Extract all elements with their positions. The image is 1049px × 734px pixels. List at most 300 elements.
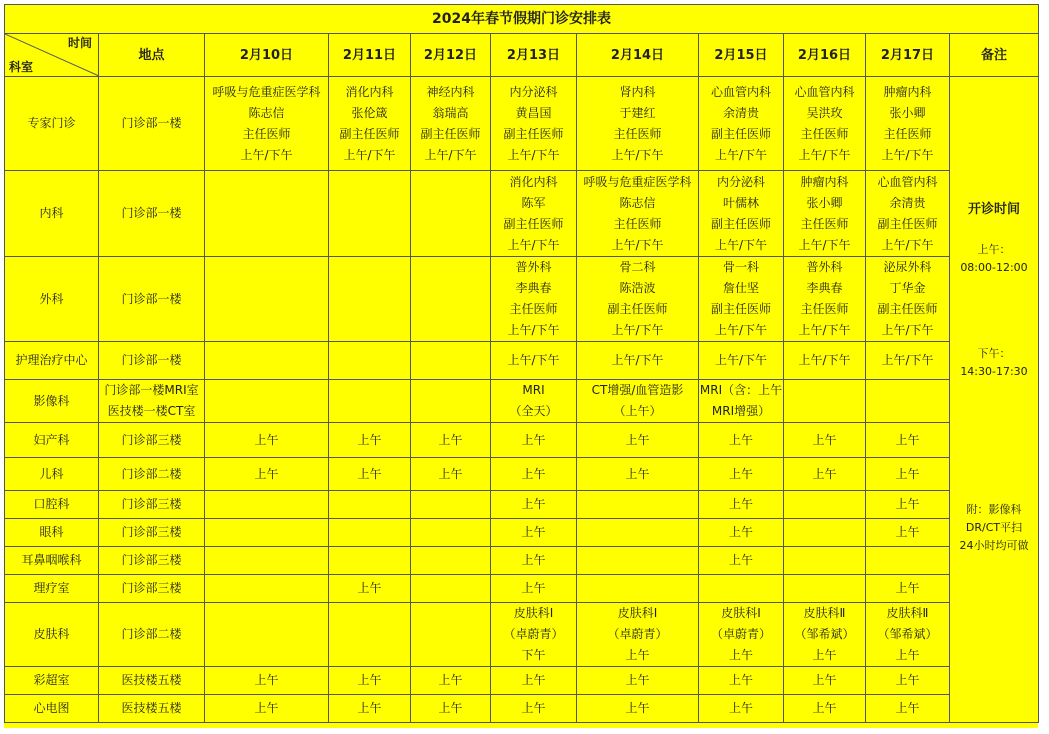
cell-line: 主任医师 — [800, 216, 849, 231]
table-row — [5, 458, 1039, 491]
cell-line: 主任医师 — [242, 126, 291, 141]
cell-line: （全天） — [509, 404, 558, 418]
cell-line: 上午/下午 — [507, 323, 560, 337]
cell-line: 上午/下午 — [343, 147, 396, 162]
cell-line: MRI增强） — [711, 404, 771, 418]
header-date: 2月15日 — [699, 34, 784, 77]
cell-line: 上午 — [895, 497, 920, 511]
cell-line: 上午 — [521, 553, 546, 567]
cell-line: 上午/下午 — [798, 237, 851, 252]
header-date: 2月16日 — [784, 34, 866, 77]
schedule-cell — [699, 491, 784, 519]
schedule-cell — [577, 77, 699, 171]
schedule-cell — [784, 423, 866, 458]
dept-location — [99, 575, 205, 603]
cell-line: 副主任医师 — [877, 302, 938, 316]
schedule-cell — [411, 667, 491, 695]
cell-line: 上午 — [895, 525, 920, 539]
schedule-cell — [411, 380, 491, 423]
cell-line: 上午/下午 — [881, 237, 934, 252]
cell-line: 上午 — [357, 673, 382, 687]
schedule-cell — [699, 77, 784, 171]
cell-line: 普外科 — [806, 260, 843, 274]
header-time-label: 时间 — [67, 36, 92, 50]
schedule-cell — [205, 342, 329, 380]
schedule-cell — [329, 458, 411, 491]
dept-location — [99, 171, 205, 257]
cell-line: 医技楼五楼 — [121, 673, 182, 687]
table-row — [5, 603, 1039, 667]
schedule-cell — [329, 575, 411, 603]
cell-line: 上午 — [625, 466, 650, 481]
cell-line: 上午 — [254, 701, 279, 715]
cell-line: 上午 — [895, 673, 920, 687]
cell-line: 消化内科 — [509, 174, 558, 189]
cell-line: 上午 — [728, 497, 753, 511]
schedule-cell — [411, 491, 491, 519]
schedule-cell — [329, 257, 411, 342]
schedule-cell — [699, 257, 784, 342]
cell-line: 吴洪玫 — [806, 105, 843, 120]
schedule-cell — [784, 491, 866, 519]
schedule-cell — [205, 491, 329, 519]
cell-line: 上午/下午 — [714, 323, 768, 337]
cell-line: 上午 — [438, 466, 463, 481]
schedule-cell — [491, 667, 577, 695]
cell-line: 丁华金 — [889, 281, 926, 295]
schedule-cell — [699, 603, 784, 667]
cell-line: 呼吸与危重症医学科 — [583, 174, 692, 189]
schedule-cell — [411, 342, 491, 380]
cell-line: 上午 — [357, 581, 382, 595]
cell-line: 余清贵 — [722, 105, 759, 120]
schedule-cell — [577, 695, 699, 723]
cell-line: 上午/下午 — [798, 323, 851, 337]
cell-line: 上午/下午 — [507, 237, 560, 252]
dept-location — [99, 603, 205, 667]
cell-line: （邹希斌） — [877, 627, 938, 641]
cell-line: 上午/下午 — [424, 147, 477, 162]
cell-line: 上午 — [895, 701, 920, 715]
cell-line: 于建红 — [619, 105, 656, 120]
dept-name: 彩超室 — [5, 667, 99, 695]
cell-line: 医技楼一楼CT室 — [107, 404, 196, 418]
cell-line: 上午 — [521, 581, 546, 595]
cell-line: 呼吸与危重症医学科 — [212, 84, 321, 99]
schedule-sheet — [4, 4, 1038, 728]
table-row — [5, 491, 1039, 519]
schedule-cell — [491, 171, 577, 257]
cell-line: 副主任医师 — [339, 126, 400, 141]
cell-line: 主任医师 — [613, 126, 662, 141]
cell-line: 上午 — [438, 701, 463, 715]
cell-line: 副主任医师 — [607, 302, 668, 316]
schedule-cell — [784, 342, 866, 380]
schedule-cell — [577, 380, 699, 423]
dept-location — [99, 491, 205, 519]
cell-line: 上午/下午 — [881, 147, 934, 162]
cell-line: 消化内科 — [345, 84, 394, 99]
cell-line: 上午 — [812, 466, 837, 481]
dept-name: 影像科 — [5, 380, 99, 423]
cell-line: （卓蔚青） — [710, 627, 771, 641]
cell-line: （上午） — [613, 404, 662, 418]
table-row — [5, 667, 1039, 695]
schedule-cell — [491, 77, 577, 171]
cell-line: 上午 — [728, 525, 753, 539]
cell-line: 门诊部三楼 — [121, 497, 182, 511]
cell-line: MRI — [522, 383, 545, 397]
schedule-cell — [784, 519, 866, 547]
cell-line: 副主任医师 — [503, 216, 564, 231]
schedule-cell — [577, 603, 699, 667]
schedule-cell — [784, 257, 866, 342]
cell-line: 主任医师 — [800, 126, 849, 141]
cell-line: 上午/下午 — [714, 237, 768, 252]
schedule-cell — [866, 491, 950, 519]
schedule-cell — [411, 575, 491, 603]
cell-line: 泌尿外科 — [883, 260, 932, 274]
cell-line: 下午 — [521, 648, 546, 662]
schedule-cell — [411, 519, 491, 547]
schedule-cell — [329, 695, 411, 723]
cell-line: 副主任医师 — [710, 126, 771, 141]
schedule-cell — [411, 423, 491, 458]
schedule-cell — [205, 519, 329, 547]
cell-line: 医技楼五楼 — [121, 701, 182, 715]
schedule-cell — [784, 380, 866, 423]
schedule-cell — [866, 667, 950, 695]
schedule-cell — [205, 171, 329, 257]
cell-line: MRI（含：上午 — [699, 383, 783, 397]
header-dept-label: 科室 — [9, 60, 34, 74]
cell-line: 上午/下午 — [507, 147, 560, 162]
cell-line: 骨二科 — [619, 260, 656, 274]
cell-line: 上午 — [812, 648, 837, 662]
cell-line: 门诊部三楼 — [121, 553, 182, 567]
cell-line: 骨一科 — [722, 260, 759, 274]
cell-line: 上午 — [728, 466, 753, 481]
header-location: 地点 — [99, 34, 205, 77]
header-date: 2月14日 — [577, 34, 699, 77]
schedule-cell — [491, 380, 577, 423]
dept-location — [99, 547, 205, 575]
schedule-cell — [866, 77, 950, 171]
dept-name: 皮肤科 — [5, 603, 99, 667]
cell-line: 门诊部二楼 — [121, 627, 182, 641]
cell-line: 皮肤科Ⅱ — [886, 606, 929, 620]
cell-line: 上午 — [438, 673, 463, 687]
schedule-cell — [577, 575, 699, 603]
schedule-cell — [784, 547, 866, 575]
schedule-cell — [329, 342, 411, 380]
table-row — [5, 423, 1039, 458]
dept-name: 儿科 — [5, 458, 99, 491]
cell-line: 上午 — [254, 673, 279, 687]
schedule-cell — [784, 458, 866, 491]
table-row — [5, 77, 1039, 171]
table-row — [5, 342, 1039, 380]
cell-line: 上午/下午 — [240, 147, 293, 162]
cell-line: 肾内科 — [619, 84, 656, 99]
cell-line: 上午 — [895, 581, 920, 595]
schedule-cell — [491, 342, 577, 380]
remark-morning-label: 上午： — [977, 243, 1011, 256]
cell-line: 上午/下午 — [798, 353, 851, 367]
dept-name: 理疗室 — [5, 575, 99, 603]
schedule-cell — [577, 257, 699, 342]
cell-line: 上午/下午 — [881, 323, 934, 337]
cell-line: 上午 — [728, 701, 753, 715]
cell-line: 上午/下午 — [881, 353, 934, 367]
cell-line: 上午 — [728, 648, 753, 662]
cell-line: 上午 — [521, 701, 546, 715]
dept-location — [99, 519, 205, 547]
dept-name: 妇产科 — [5, 423, 99, 458]
cell-line: 皮肤科Ⅰ — [617, 606, 658, 620]
cell-line: 上午/下午 — [507, 353, 560, 367]
cell-line: （邹希斌） — [794, 627, 855, 641]
cell-line: 主任医师 — [613, 216, 662, 231]
cell-line: 上午 — [895, 466, 920, 481]
schedule-cell — [205, 380, 329, 423]
schedule-cell — [491, 547, 577, 575]
remark-note-3: 24小时均可做 — [959, 539, 1029, 552]
cell-line: 内分泌科 — [509, 84, 558, 99]
schedule-cell — [411, 171, 491, 257]
cell-line: 上午 — [812, 673, 837, 687]
cell-line: 肿瘤内科 — [800, 174, 849, 189]
remarks-column — [950, 77, 1039, 723]
schedule-cell — [784, 695, 866, 723]
cell-line: 上午 — [254, 466, 279, 481]
schedule-cell — [491, 695, 577, 723]
table-row — [5, 519, 1039, 547]
remark-afternoon-label: 下午： — [977, 347, 1011, 360]
schedule-cell — [866, 575, 950, 603]
dept-location — [99, 695, 205, 723]
cell-line: 皮肤科Ⅰ — [721, 606, 761, 620]
schedule-cell — [205, 695, 329, 723]
dept-location — [99, 257, 205, 342]
cell-line: 皮肤科Ⅱ — [803, 606, 846, 620]
cell-line: 张伦箴 — [351, 105, 388, 120]
dept-location — [99, 458, 205, 491]
remark-afternoon-time: 14:30-17:30 — [960, 365, 1028, 378]
schedule-cell — [866, 257, 950, 342]
schedule-cell — [699, 519, 784, 547]
schedule-cell — [205, 667, 329, 695]
table-row — [5, 380, 1039, 423]
cell-line: 副主任医师 — [503, 126, 564, 141]
cell-line: 上午 — [254, 432, 279, 447]
cell-line: 主任医师 — [509, 302, 558, 316]
schedule-cell — [329, 380, 411, 423]
cell-line: 李典春 — [806, 281, 843, 295]
dept-location — [99, 77, 205, 171]
cell-line: 上午/下午 — [714, 147, 768, 162]
schedule-cell — [866, 380, 950, 423]
cell-line: 副主任医师 — [877, 216, 938, 231]
cell-line: 心血管内科 — [710, 84, 771, 99]
schedule-cell — [205, 575, 329, 603]
schedule-cell — [866, 519, 950, 547]
cell-line: 黄昌国 — [515, 105, 552, 120]
schedule-cell — [205, 458, 329, 491]
schedule-cell — [577, 171, 699, 257]
schedule-cell — [205, 423, 329, 458]
cell-line: 张小卿 — [806, 195, 843, 210]
table-row — [5, 171, 1039, 257]
cell-line: 上午 — [895, 432, 920, 447]
dept-name: 心电图 — [5, 695, 99, 723]
cell-line: CT增强/血管造影 — [591, 383, 684, 397]
schedule-cell — [491, 491, 577, 519]
cell-line: 上午 — [728, 673, 753, 687]
schedule-cell — [699, 171, 784, 257]
cell-line: 门诊部二楼 — [121, 466, 182, 481]
cell-line: 神经内科 — [426, 84, 475, 99]
schedule-cell — [699, 380, 784, 423]
schedule-cell — [866, 171, 950, 257]
schedule-cell — [866, 423, 950, 458]
cell-line: 上午 — [625, 648, 650, 662]
cell-line: 门诊部三楼 — [121, 525, 182, 539]
schedule-cell — [699, 695, 784, 723]
schedule-cell — [411, 77, 491, 171]
schedule-cell — [491, 519, 577, 547]
cell-line: 皮肤科Ⅰ — [513, 606, 554, 620]
schedule-table — [4, 4, 1039, 723]
schedule-cell — [577, 423, 699, 458]
cell-line: 副主任医师 — [710, 216, 771, 231]
table-row — [5, 695, 1039, 723]
schedule-cell — [329, 423, 411, 458]
cell-line: 詹仕坚 — [722, 281, 759, 295]
cell-line: 门诊部一楼 — [121, 291, 182, 306]
schedule-cell — [699, 667, 784, 695]
cell-line: 李典春 — [515, 281, 552, 295]
cell-line: 陈志信 — [248, 105, 285, 120]
header-date: 2月17日 — [866, 34, 950, 77]
table-row — [5, 257, 1039, 342]
schedule-cell — [491, 575, 577, 603]
schedule-cell — [784, 667, 866, 695]
schedule-cell — [205, 77, 329, 171]
dept-name: 眼科 — [5, 519, 99, 547]
cell-line: 上午 — [625, 432, 650, 447]
cell-line: （卓蔚青） — [503, 627, 564, 641]
schedule-cell — [784, 171, 866, 257]
schedule-cell — [866, 547, 950, 575]
cell-line: 陈志信 — [619, 195, 656, 210]
cell-line: 门诊部一楼 — [121, 353, 182, 367]
header-date: 2月10日 — [205, 34, 329, 77]
schedule-cell — [577, 519, 699, 547]
cell-line: 副主任医师 — [710, 302, 771, 316]
dept-location — [99, 667, 205, 695]
cell-line: 门诊部三楼 — [121, 581, 182, 595]
dept-name: 口腔科 — [5, 491, 99, 519]
schedule-cell — [205, 603, 329, 667]
schedule-cell — [699, 423, 784, 458]
schedule-cell — [866, 603, 950, 667]
table-row — [5, 575, 1039, 603]
remark-note-1: 附：影像科 — [966, 503, 1022, 516]
schedule-cell — [411, 695, 491, 723]
schedule-cell — [329, 491, 411, 519]
schedule-cell — [577, 667, 699, 695]
table-row — [5, 547, 1039, 575]
schedule-cell — [577, 458, 699, 491]
schedule-cell — [411, 257, 491, 342]
schedule-cell — [699, 342, 784, 380]
cell-line: 上午 — [357, 701, 382, 715]
schedule-cell — [577, 547, 699, 575]
dept-name: 护理治疗中心 — [5, 342, 99, 380]
schedule-cell — [866, 342, 950, 380]
cell-line: 肿瘤内科 — [883, 84, 932, 99]
cell-line: 上午 — [521, 525, 546, 539]
cell-line: 门诊部一楼MRI室 — [104, 383, 199, 397]
dept-location — [99, 342, 205, 380]
remark-morning-time: 08:00-12:00 — [960, 261, 1028, 274]
cell-line: 上午/下午 — [611, 353, 664, 367]
cell-line: 上午 — [625, 701, 650, 715]
schedule-cell — [491, 423, 577, 458]
cell-line: 上午 — [438, 432, 463, 447]
cell-line: 上午 — [895, 648, 920, 662]
cell-line: 上午 — [728, 553, 753, 567]
header-corner — [5, 34, 99, 77]
cell-line: 副主任医师 — [420, 126, 481, 141]
cell-line: 上午 — [357, 432, 382, 447]
cell-line: 主任医师 — [800, 302, 849, 316]
cell-line: 门诊部一楼 — [121, 206, 182, 220]
cell-line: 上午 — [521, 432, 546, 447]
schedule-cell — [784, 77, 866, 171]
dept-name: 专家门诊 — [5, 77, 99, 171]
schedule-cell — [784, 603, 866, 667]
header-date: 2月13日 — [491, 34, 577, 77]
remark-note-2: DR/CT平扫 — [965, 521, 1023, 534]
schedule-cell — [329, 77, 411, 171]
dept-name: 外科 — [5, 257, 99, 342]
cell-line: 上午 — [812, 432, 837, 447]
cell-line: 上午 — [521, 497, 546, 511]
schedule-cell — [329, 667, 411, 695]
schedule-cell — [866, 458, 950, 491]
cell-line: 上午/下午 — [798, 147, 851, 162]
schedule-cell — [411, 547, 491, 575]
schedule-cell — [699, 575, 784, 603]
cell-line: 张小卿 — [889, 105, 926, 120]
schedule-cell — [205, 257, 329, 342]
cell-line: 余清贵 — [889, 195, 926, 210]
schedule-cell — [329, 603, 411, 667]
cell-line: 普外科 — [515, 260, 552, 274]
cell-line: 上午/下午 — [611, 237, 664, 252]
dept-name: 内科 — [5, 171, 99, 257]
schedule-cell — [577, 342, 699, 380]
schedule-cell — [411, 603, 491, 667]
schedule-cell — [491, 603, 577, 667]
cell-line: 上午 — [728, 432, 753, 447]
schedule-cell — [866, 695, 950, 723]
dept-location — [99, 423, 205, 458]
cell-line: 门诊部三楼 — [121, 432, 182, 447]
cell-line: 上午/下午 — [611, 323, 664, 337]
